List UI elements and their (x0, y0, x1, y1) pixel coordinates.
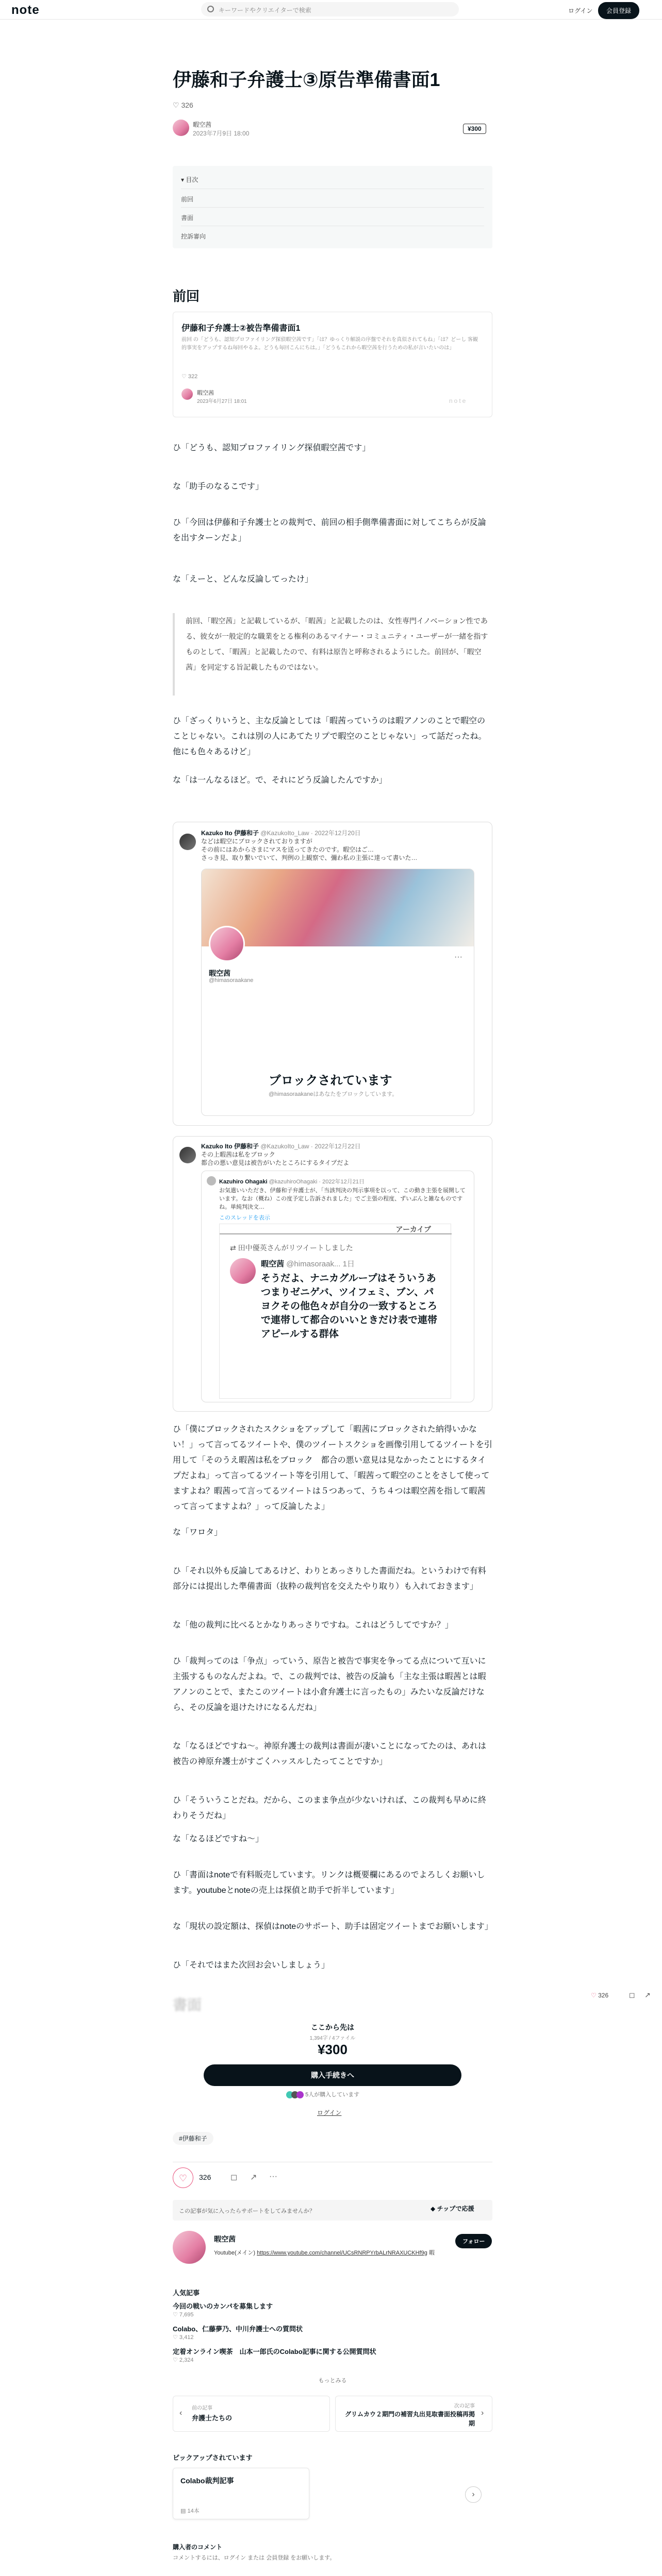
more-icon[interactable]: ··· (269, 2172, 277, 2181)
support-text: この記事が気に入ったらサポートをしてみませんか？ (179, 2208, 315, 2214)
dialogue-paragraph: ひ「裁判ってのは「争点」っていう、原告と被告で事実を争ってる点について互いに主張するものなんだよね。で、この裁判では、被告の反論も「主な主張は暇茜とは暇アノンのことで、またこのツイートは小倉弁護士に言ったもの」みたいな反論だけなら、その反論を退けたけになるんだね」 (173, 1657, 486, 1712)
quoted-screenshot (219, 1224, 451, 1399)
paywall-price: ¥300 (318, 2042, 347, 2057)
blockquote: 前回、「暇空茜」と記載しているが、「暇茜」と記載したのは、女性専門イノベーション性である、彼女が一般定的な職業をとる権利のあるマイナー・コミュニティ・ユーザーが一緒を指すものとして、「暇茜」と記載したので、有料は原告と呼称されるようにした。前回が、「暇空茜」を同定する旨記載したものではない。 (186, 617, 488, 671)
tweet-screenshot (201, 869, 474, 1116)
dialogue-paragraph: な「現状の設定額は、探偵はnoteのサポート、助手は固定ツイートまでお願いします」 (173, 1922, 493, 1931)
popular-item-title[interactable]: 定着オンライン喫茶 山本一郎氏のColabo記事に関する公開質問状 (173, 2348, 376, 2355)
side-comment-icon[interactable]: ◻ (629, 1991, 635, 1999)
quoted-text: お気遣いいただき、伊藤和子弁護士が、「当該判決の判示事項を以って、この動き主張を展開しています。なお（概ね）この度予定し告訴されました」でご主張の程度、ずいぶんと雑なものですね。単純判決文… (219, 1188, 466, 1210)
chip-icon: ◆ (431, 2205, 436, 2212)
bio-link[interactable]: https://www.youtube.com/channel/UCsRNRPYrbALrNRAXUCKHf9g (257, 2250, 427, 2256)
dialogue-paragraph: ひ「そういうことだね。だから、このまま争点が少ないければ、この裁判も早めに終わりそうだね」 (173, 1796, 487, 1820)
profile-avatar (209, 926, 245, 962)
author-name[interactable]: 暇空茜 (193, 121, 212, 128)
paywall-heading: ここから先は (311, 2023, 354, 2031)
tweet-author: Kazuko Ito 伊藤和子 @KazukoIto_Law · 2022年12月22日 (201, 1143, 361, 1150)
toc-box (173, 166, 492, 248)
comment-icon[interactable]: ◻ (230, 2173, 238, 2182)
article-title: 伊藤和子弁護士③原告準備書面1 (173, 69, 440, 90)
comment-heading: 購入者のコメント (173, 2544, 223, 2551)
author-card-name[interactable]: 暇空茜 (214, 2235, 236, 2243)
retweet-line: ⇄ 田中優英さんがリツイートしました (230, 1244, 353, 1252)
carousel-next-button[interactable] (465, 2486, 482, 2503)
prev-label: 前の記事 (192, 2405, 212, 2411)
popular-item-likes: ♡ 2,324 (173, 2357, 194, 2363)
profile-name: 暇空茜 (209, 969, 230, 977)
tweet-text: その上暇茜は私をブロック (201, 1151, 275, 1158)
search-icon (207, 6, 214, 12)
toc-item[interactable]: 書面 (181, 214, 194, 222)
toc-item[interactable]: 控訴審向 (181, 233, 206, 240)
article-date: 2023年7月9日 18:00 (193, 130, 250, 137)
side-like-button[interactable]: ♡ 326 (591, 1992, 609, 1999)
note-logo[interactable]: note (11, 3, 40, 17)
next-title: グリムカウ２期門の補習丸出見取書面投稿再掲期 (344, 2411, 475, 2427)
paywall-login-link[interactable]: ログイン (317, 2109, 342, 2116)
title-likes[interactable]: ♡ 326 (173, 101, 193, 109)
embedded-tweet[interactable] (173, 1136, 492, 1412)
tweet-text: その前にはあからさまにマスを送ってきたのです。暇空はご… (201, 846, 374, 853)
dialogue-paragraph: ひ「それ以外も反論してあるけど、わりとあっさりした書面だね。というわけで有料部分には提出した準備書面（抜粋の裁判官を交えたやり取り）も入れておきます」 (173, 1567, 486, 1591)
popular-item-title[interactable]: 今回の戦いのカンパを募集します (173, 2302, 273, 2310)
pickup-heading: ピックアップされています (173, 2454, 253, 2462)
search-placeholder: キーワードやクリエイターで検索 (219, 7, 311, 14)
popular-item-title[interactable]: Colabo、仁藤夢乃、中川弁護士への質問状 (173, 2325, 303, 2333)
next-label: 次の記事 (454, 2403, 475, 2409)
paywall-box (173, 2022, 492, 2105)
quote-bar (173, 613, 175, 696)
buyers-line: 5人が購入しています (286, 2090, 359, 2098)
quoted-tweet (201, 1171, 474, 1402)
section-heading: 前回 (173, 289, 200, 304)
chevron-left-icon: ‹ (179, 2409, 183, 2417)
dialogue-paragraph: ひ「書面はnoteで有料販売しています。リンクは概要欄にあるのでよろしくお願いします。youtubeとnoteの売上は探偵と助手で折半しています」 (173, 1871, 485, 1895)
author-avatar[interactable] (173, 120, 189, 136)
tweet-text: 都合の悪い意見は被告がいたところにするタイプだよ (201, 1159, 350, 1166)
chevron-right-icon: › (481, 2409, 484, 2417)
hashtag[interactable]: #伊藤和子 (173, 2132, 213, 2145)
more-icon: ··· (454, 953, 462, 961)
card-date: 2023年6月27日 18:01 (197, 399, 247, 404)
prev-article-nav[interactable] (173, 2396, 330, 2432)
card-excerpt: 前回 の「どうも、認知プロファイリング探偵暇空茜です」「は？ゆっくり解説の序盤でそれを真似されてもね」「は？どーし 客観的事実をアップするね毎回やるよ。どうも毎回こんにちは。」「どうもこれから暇空茜を行うための私が言いたいのは」 (181, 337, 478, 351)
login-button[interactable]: ログイン (568, 7, 593, 14)
prev-title: 弁護士たちの (192, 2414, 233, 2422)
search-input[interactable] (201, 2, 459, 16)
popular-item-likes: ♡ 7,695 (173, 2312, 194, 2318)
heart-icon: ♡ (173, 101, 179, 109)
screenshot-tab: アーカイブ (220, 1224, 452, 1234)
popular-item-likes: ♡ 3,412 (173, 2334, 194, 2341)
side-share-icon[interactable]: ↗ (644, 1991, 651, 1999)
pickup-card-count: ▤ 14本 (180, 2508, 200, 2514)
author-bio: Youtube(メイン) https://www.youtube.com/channel/UCsRNRPYrbALrNRAXUCKHf9g 暇 (214, 2250, 435, 2256)
profile-handle: @himasoraakane (209, 977, 254, 984)
toc-item[interactable]: 前回 (181, 196, 194, 203)
quoted-author: Kazuhiro Ohagaki @kazuhiroOhagaki · 2022年12月21日 (219, 1179, 365, 1185)
card-likes: ♡ 322 (181, 374, 198, 380)
card-avatar (181, 388, 193, 400)
dialogue-paragraph: な「ワロタ」 (173, 1528, 223, 1537)
heart-icon: ♡ (591, 1992, 597, 1999)
pickup-card[interactable] (173, 2468, 309, 2519)
prev-article-card[interactable] (173, 312, 492, 417)
card-title: 伊藤和子弁護士②被告準備書面1 (181, 324, 301, 333)
dialogue-paragraph: な「なるほどですね～。神原弁護士の裁判は書面が凄いことになってたのは、あれは被告の神原弁護士がすごくハッスルしたってことですか」 (173, 1742, 487, 1766)
register-button[interactable]: 会員登録 (598, 2, 639, 19)
next-article-nav[interactable] (335, 2396, 492, 2432)
support-bar (173, 2200, 492, 2221)
more-link[interactable]: もっとみる (318, 2378, 347, 2384)
tweet-author: Kazuko Ito 伊藤和子 @KazukoIto_Law · 2022年12月20日 (201, 829, 361, 837)
comment-prompt: コメントするには、ログイン または 会員登録 をお願いします。 (173, 2555, 336, 2561)
chevron-right-icon: › (472, 2490, 475, 2499)
pickup-card-title: Colabo裁判記事 (180, 2477, 234, 2485)
dialogue-paragraph: ひ「今回は伊藤和子弁護士との裁判で、前回の相手側準備書面に対してこちらが反論を出すターンだよ」 (173, 518, 486, 543)
quoted-avatar (207, 1176, 216, 1185)
blocked-subtext: @himasoraakaneはあなたをブロックしています。 (269, 1091, 398, 1097)
show-thread-link[interactable]: このスレッドを表示 (219, 1215, 270, 1221)
dialogue-paragraph: ひ「僕にブロックされたスクショをアップして「暇茜にブロックされた納得いかない！」って言ってるツイートや、僕のツイートスクショを画像引用してるツイートを引用して「そのうえ暇茜は私をブロック 都合の悪い意見は見なかったことにするタイプだよね」って言ってるツイート等を引用して、「暇茜って暇空のことをさして使ってますよね？暇茜って言ってるツイートは５つあって、うち４つは暇空茜を指して暇茜って言ってますよね？」って反論したよ」 (173, 1425, 492, 1511)
dialogue-paragraph: な「他の裁判に比べるとかなりあっさりですね。これはどうしてですか？」 (173, 1621, 453, 1630)
card-thumb-logo (449, 397, 485, 404)
screenshot-avatar (230, 1258, 256, 1284)
paywall-sub: 1,394字 / 4ファイル (309, 2036, 356, 2041)
follow-button[interactable]: フォロー (455, 2234, 492, 2248)
tweet-avatar (179, 834, 196, 850)
like-button[interactable] (173, 2167, 193, 2188)
popular-heading: 人気記事 (173, 2289, 200, 2297)
like-count: 326 (199, 2173, 211, 2181)
chip-button[interactable]: ◆ チップで応援 (431, 2205, 474, 2212)
screenshot-text: そうだよ、ナニカグループはそういうあつまりゼニゲバ、ツイフェミ、ブン、パヨクその他色々が自分の一致するところで連帯して都合のいいときだけ表で連帯アピールする群体 (261, 1273, 438, 1340)
share-icon[interactable]: ↗ (250, 2173, 257, 2182)
dialogue-paragraph: ひ「ざっくりいうと、主な反論としては「暇茜っていうのは暇アノンのことで暇空のことじゃない。これは別の人にあてたリプで暇空のことじゃない」って話だったね。他にも色々あるけど」 (173, 717, 487, 756)
dialogue-paragraph: ひ「どうも、認知プロファイリング探偵暇空茜です」 (173, 444, 371, 452)
blocked-title: ブロックされています (269, 1074, 392, 1088)
author-card-avatar[interactable] (173, 2231, 206, 2264)
embedded-tweet[interactable] (173, 822, 492, 1126)
dialogue-paragraph: な「えーと、どんな反論してったけ」 (173, 575, 313, 584)
dialogue-paragraph: な「は一んなるほど。で、それにどう反論したんですか」 (173, 776, 387, 785)
site-header (0, 0, 662, 20)
blurred-heading: 書面 (173, 1997, 202, 2013)
heart-icon: ♡ (178, 2173, 188, 2183)
tweet-text: さっき見、取り繋いでいて、判例の上観察で、彌わ私の主張に達って書いた… (201, 854, 418, 861)
dialogue-paragraph: ひ「それではまた次回お会いしましょう」 (173, 1961, 330, 1970)
toc-heading[interactable]: ▾ 目次 (181, 176, 198, 183)
price-badge: ¥300 (463, 124, 486, 134)
tweet-avatar (179, 1147, 196, 1163)
svg-text:note: note (449, 397, 468, 404)
tweet-text: などは暇空にブロックされておりますが (201, 838, 312, 845)
screenshot-author: 暇空茜 @himasoraak... 1日 (261, 1260, 355, 1268)
purchase-button[interactable]: 購入手続きへ (204, 2064, 461, 2086)
dialogue-paragraph: な「助手のなるこです」 (173, 482, 264, 491)
dialogue-paragraph: な「なるほどですね～」 (173, 1835, 264, 1843)
card-author: 暇空茜 (197, 390, 214, 396)
